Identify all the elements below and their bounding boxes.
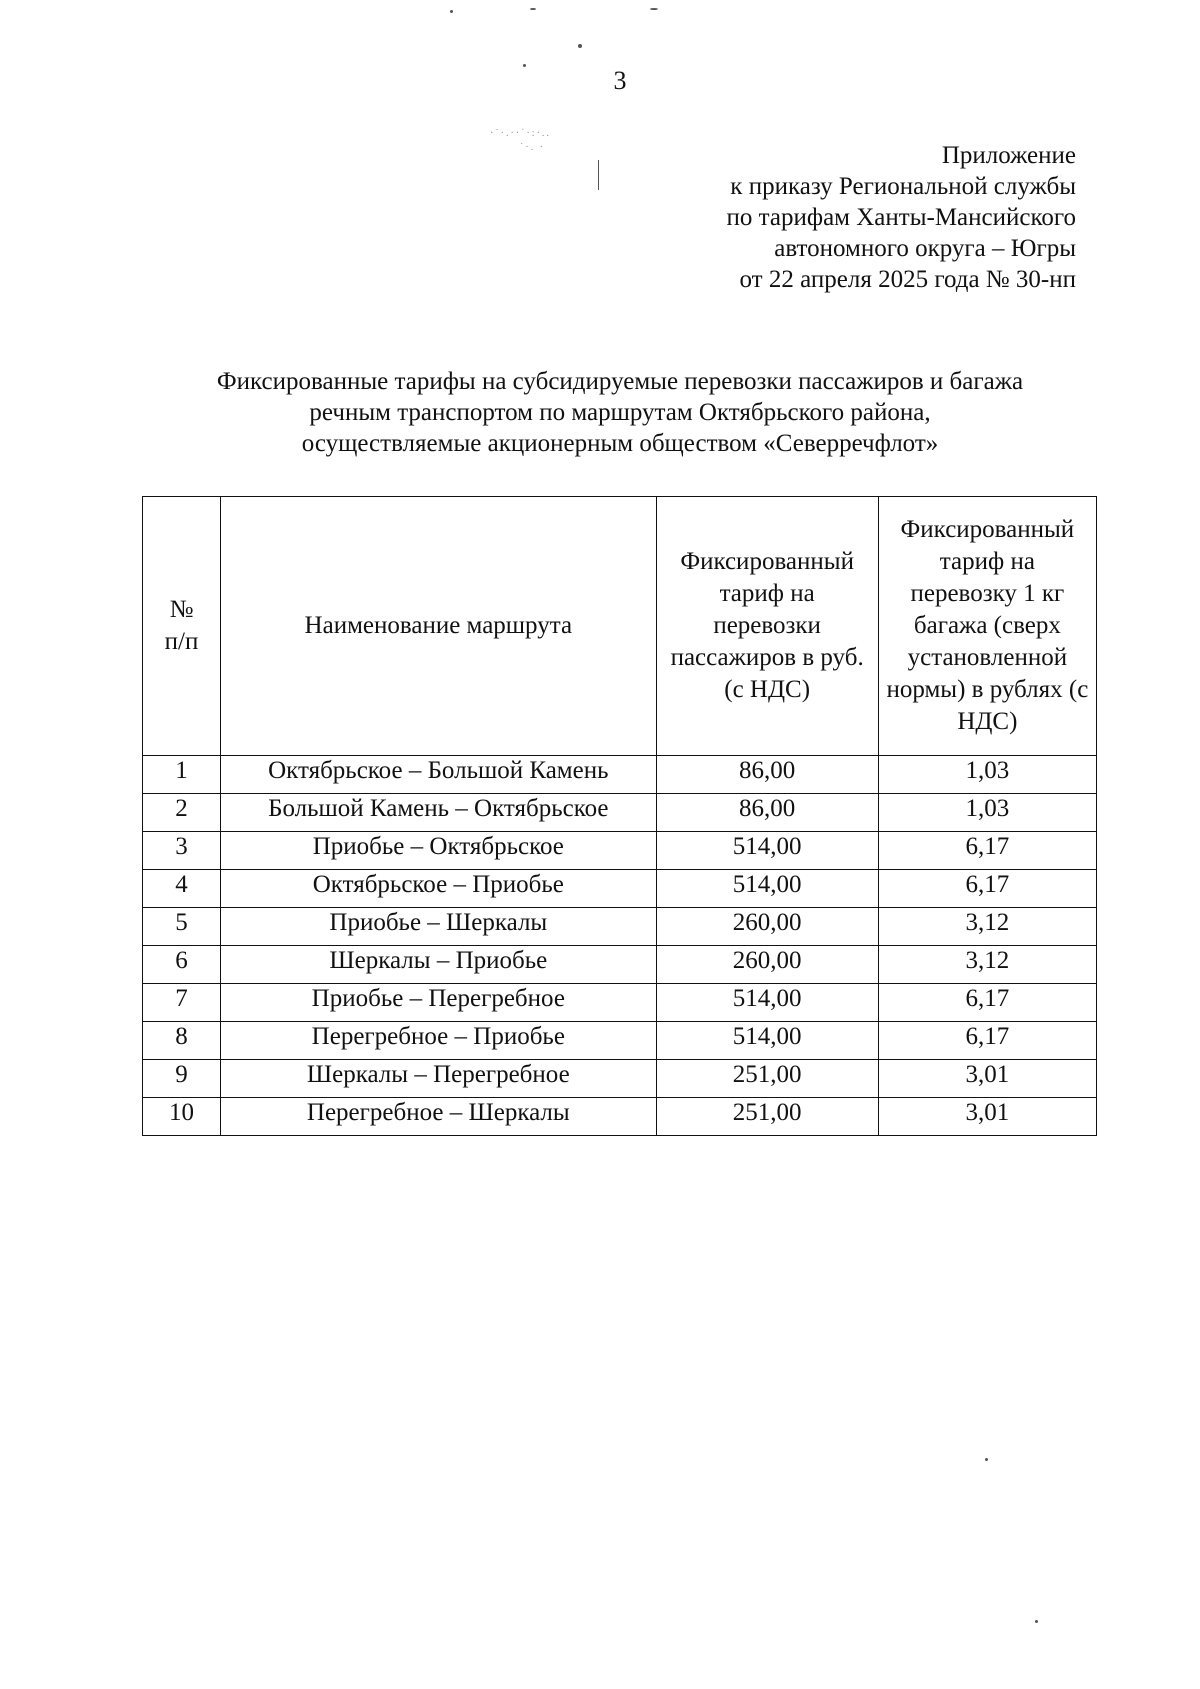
cell-num: 5 — [143, 908, 221, 946]
table-row — [143, 1022, 1097, 1060]
appendix-block — [727, 140, 1076, 295]
table-body — [143, 756, 1097, 1136]
cell-num: 10 — [143, 1098, 221, 1136]
cell-num: 6 — [143, 946, 221, 984]
cell-baggage-tariff: 3,12 — [878, 908, 1096, 946]
cell-passenger-tariff: 514,00 — [656, 1022, 878, 1060]
header-baggage-tariff: Фиксированный тариф на перевозку 1 кг багажа (сверх установленной нормы) в рублях (с НДС) — [878, 497, 1096, 756]
scan-speck — [530, 8, 536, 10]
page-number: 3 — [613, 66, 627, 95]
cell-passenger-tariff: 86,00 — [656, 756, 878, 794]
cell-route: Приобье – Шеркалы — [221, 908, 656, 946]
header-num: № п/п — [143, 497, 221, 756]
cell-route: Шеркалы – Перегребное — [221, 1060, 656, 1098]
table-row — [143, 1060, 1097, 1098]
cell-route: Приобье – Октябрьское — [221, 832, 656, 870]
cell-baggage-tariff: 1,03 — [878, 794, 1096, 832]
title-line: речным транспортом по маршрутам Октябрьского района, — [309, 399, 931, 426]
scan-smudge: ·˙·.··˙·:·.. — [490, 128, 551, 139]
header-route: Наименование маршрута — [221, 497, 656, 756]
cell-baggage-tariff: 1,03 — [878, 756, 1096, 794]
cell-baggage-tariff: 3,12 — [878, 946, 1096, 984]
header-passenger-tariff: Фиксированный тариф на перевозки пассажиров в руб. (с НДС) — [656, 497, 878, 756]
cell-passenger-tariff: 260,00 — [656, 946, 878, 984]
cell-passenger-tariff: 514,00 — [656, 832, 878, 870]
cell-route: Перегребное – Приобье — [221, 1022, 656, 1060]
appendix-line: от 22 апреля 2025 года № 30-нп — [739, 266, 1076, 293]
table-row — [143, 1098, 1097, 1136]
table-row — [143, 870, 1097, 908]
table-row — [143, 984, 1097, 1022]
table-row — [143, 794, 1097, 832]
cell-num: 2 — [143, 794, 221, 832]
table-row — [143, 946, 1097, 984]
cell-passenger-tariff: 514,00 — [656, 984, 878, 1022]
cell-baggage-tariff: 6,17 — [878, 870, 1096, 908]
cell-baggage-tariff: 3,01 — [878, 1060, 1096, 1098]
cell-passenger-tariff: 251,00 — [656, 1098, 878, 1136]
cell-passenger-tariff: 514,00 — [656, 870, 878, 908]
appendix-line: к приказу Региональной службы — [730, 173, 1076, 200]
cell-baggage-tariff: 6,17 — [878, 1022, 1096, 1060]
appendix-line: автономного округа – Югры — [774, 235, 1076, 262]
cell-route: Большой Камень – Октябрьское — [221, 794, 656, 832]
table-header-row — [143, 497, 1097, 756]
cell-num: 8 — [143, 1022, 221, 1060]
appendix-line: по тарифам Ханты-Мансийского — [726, 204, 1076, 231]
cell-num: 1 — [143, 756, 221, 794]
cell-num: 9 — [143, 1060, 221, 1098]
cell-num: 3 — [143, 832, 221, 870]
cell-route: Перегребное – Шеркалы — [221, 1098, 656, 1136]
cell-num: 7 — [143, 984, 221, 1022]
scan-speck — [1035, 1620, 1038, 1623]
scan-speck — [450, 10, 453, 13]
cell-passenger-tariff: 251,00 — [656, 1060, 878, 1098]
scan-mark — [598, 160, 599, 190]
scan-speck — [985, 1458, 988, 1461]
cell-num: 4 — [143, 870, 221, 908]
title-line: осуществляемые акционерным обществом «Северречфлот» — [301, 430, 939, 457]
appendix-line: Приложение — [941, 142, 1076, 169]
cell-baggage-tariff: 6,17 — [878, 832, 1096, 870]
title-line: Фиксированные тарифы на субсидируемые перевозки пассажиров и багажа — [216, 368, 1024, 395]
table-row — [143, 908, 1097, 946]
cell-route: Октябрьское – Большой Камень — [221, 756, 656, 794]
table-row — [143, 756, 1097, 794]
cell-baggage-tariff: 3,01 — [878, 1098, 1096, 1136]
tariff-table — [142, 496, 1097, 1136]
scan-speck — [578, 44, 582, 48]
scan-smudge: ˙·. · — [520, 142, 545, 153]
scan-speck — [650, 8, 658, 10]
cell-passenger-tariff: 260,00 — [656, 908, 878, 946]
cell-passenger-tariff: 86,00 — [656, 794, 878, 832]
cell-baggage-tariff: 6,17 — [878, 984, 1096, 1022]
table-row — [143, 832, 1097, 870]
cell-route: Приобье – Перегребное — [221, 984, 656, 1022]
cell-route: Шеркалы – Приобье — [221, 946, 656, 984]
cell-route: Октябрьское – Приобье — [221, 870, 656, 908]
document-title — [120, 366, 1120, 459]
